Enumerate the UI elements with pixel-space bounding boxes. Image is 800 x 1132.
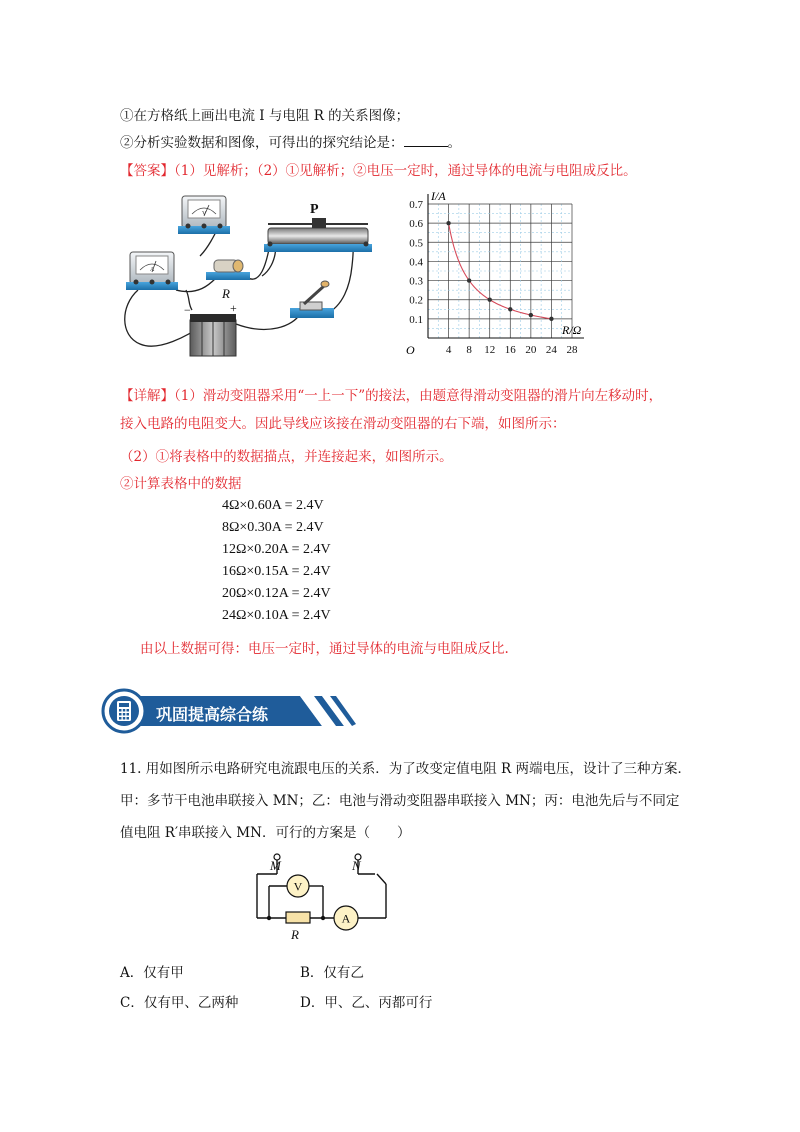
- terminal-n-label: N: [352, 858, 361, 873]
- conclusion-line: 由以上数据可得：电压一定时，通过导体的电流与电阻成反比.: [140, 641, 509, 657]
- detail-line-4: ②计算表格中的数据: [120, 476, 242, 492]
- chart-x-tick-label: 24: [545, 344, 557, 356]
- answer-blank: [404, 133, 448, 147]
- detail-line-1: 【详解】（1）滑动变阻器采用“一上一下”的接法，由题意得滑动变阻器的滑片向左移动时，: [120, 388, 663, 404]
- chart-x-tick-label: 12: [484, 344, 496, 356]
- equation-6: 24Ω×0.10A = 2.4V: [222, 608, 331, 623]
- chart-x-tick-label: 20: [525, 344, 537, 356]
- equation-5: 20Ω×0.12A = 2.4V: [222, 586, 331, 601]
- chart-data-point: [508, 307, 512, 311]
- option-a-text: 仅有甲: [143, 965, 184, 981]
- slider-label: P: [310, 202, 319, 217]
- ammeter-letter: A: [341, 911, 351, 926]
- option-d-text: 甲、乙、丙都可行: [324, 995, 433, 1011]
- chart-axes: [428, 194, 584, 338]
- detail-line-3: （2）①将表格中的数据描点，并连接起来，如图所示。: [120, 449, 453, 465]
- current-resistance-chart: [392, 186, 592, 362]
- q11-stem-line-1: 11. 用如图所示电路研究电流跟电压的关系．为了改变定值电阻 R 两端电压，设计了三种方案．: [120, 761, 692, 777]
- q10-item-1: ①在方格纸上画出电流 I 与电阻 R 的关系图像；: [120, 108, 410, 124]
- chart-y-tick-label: 0.1: [409, 313, 423, 326]
- resistor-label: R: [222, 286, 230, 301]
- q11-stem-line-2: 甲：多节干电池串联接入 MN；乙：电池与滑动变阻器串联接入 MN；丙：电池先后与不同定: [120, 793, 680, 809]
- q11-circuit-diagram: [240, 846, 410, 942]
- option-b-key: B．: [300, 965, 324, 981]
- resistor-r-label: R: [291, 927, 299, 942]
- chart-y-tick-label: 0.3: [409, 275, 423, 288]
- rheostat: [264, 202, 372, 252]
- detail-line-2: 接入电路的电阻变大。因此导线应该接在滑动变阻器的右下端，如图所示：: [120, 416, 566, 432]
- chart-y-tick-label: 0.2: [409, 294, 423, 307]
- resistor-symbol: [286, 912, 310, 923]
- option-a: [120, 961, 184, 981]
- voltmeter: [178, 196, 230, 234]
- option-a-key: A．: [120, 965, 144, 981]
- chart-y-tick-label: 0.5: [409, 237, 423, 250]
- chart-x-tick-label: 4: [445, 344, 452, 356]
- option-c: [120, 991, 238, 1011]
- option-c-key: C．: [120, 995, 144, 1011]
- chart-x-tick-label: 28: [566, 344, 578, 356]
- chart-data-point: [446, 221, 450, 225]
- chart-x-tick-label: 16: [504, 344, 516, 356]
- battery-minus-label: −: [184, 303, 191, 317]
- svg-text:A: A: [150, 267, 155, 273]
- chart-data-point: [488, 298, 492, 302]
- q10-item-2: [120, 131, 461, 151]
- ammeter: [126, 252, 178, 290]
- q10-item-2-suffix: 。: [447, 135, 461, 151]
- chart-y-axis-label: I/A: [431, 189, 446, 203]
- voltmeter-letter: V: [293, 879, 303, 894]
- equation-3: 12Ω×0.20A = 2.4V: [222, 542, 331, 557]
- chart-y-tick-label: 0.6: [409, 218, 423, 231]
- equation-4: 16Ω×0.15A = 2.4V: [222, 564, 331, 579]
- section-banner: [100, 688, 356, 734]
- battery-plus-label: +: [230, 301, 237, 315]
- experiment-circuit-illustration: [118, 186, 380, 362]
- section-title: 巩固提高综合练: [156, 705, 269, 724]
- chart-data-point: [549, 317, 553, 321]
- option-c-text: 仅有甲、乙两种: [143, 995, 239, 1011]
- option-d-key: D．: [300, 995, 325, 1011]
- chart-x-axis-label: R/Ω: [562, 323, 582, 337]
- calculator-icon: [117, 701, 131, 721]
- equation-1: 4Ω×0.60A = 2.4V: [222, 498, 324, 513]
- answer-line: 【答案】（1）见解析；（2）①见解析；②电压一定时，通过导体的电流与电阻成反比。: [120, 163, 637, 179]
- option-b: [300, 961, 364, 981]
- option-d: [300, 991, 432, 1011]
- switch: [290, 281, 334, 318]
- q10-item-2-text: ②分析实验数据和图像，可得出的探究结论是：: [120, 135, 404, 151]
- chart-data-point: [467, 278, 471, 282]
- equation-2: 8Ω×0.30A = 2.4V: [222, 520, 324, 535]
- terminal-m-label: M: [270, 858, 281, 873]
- chart-x-tick-label: 8: [466, 344, 472, 356]
- svg-text:V: V: [202, 211, 207, 217]
- q11-stem-line-3: 值电阻 R′串联接入 MN．可行的方案是（ ）: [120, 825, 411, 841]
- chart-data-point: [529, 313, 533, 317]
- chart-origin-label: O: [406, 343, 415, 357]
- option-b-text: 仅有乙: [323, 965, 364, 981]
- chart-y-tick-label: 0.7: [409, 199, 423, 211]
- chart-tick-labels: [409, 199, 578, 356]
- chart-y-tick-label: 0.4: [409, 256, 423, 269]
